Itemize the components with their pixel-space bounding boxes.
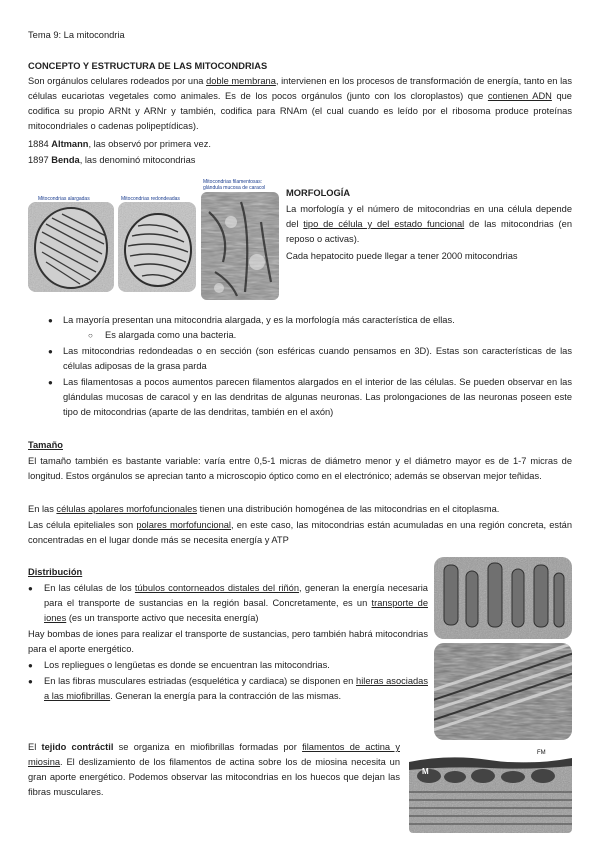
- hepatocito-note: Cada hepatocito puede llegar a tener 2000 mitocondrias: [286, 251, 518, 261]
- history-line-1: 1884 Altmann, las observó por primera vez.: [28, 139, 211, 149]
- section-title-morfologia: MORFOLOGÍA: [286, 188, 351, 198]
- micrograph-round-image: [118, 202, 196, 292]
- underlined-term: transporte de iones: [44, 598, 428, 623]
- list-item: ● Las filamentosas a pocos aumentos parecen filamentos alargados en el interior de las células. Se pueden observar en las glándulas mucosas de caracol y en las dendritas de algunas neuronas. Las prolongaciones de las neuronas poseen este tipo de mitocondrias (aparte de las dendritas, también en el axón): [48, 377, 572, 417]
- underlined-term: polares morfofuncional: [136, 520, 231, 530]
- underlined-term: células apolares morfofuncionales: [56, 504, 197, 514]
- caption-elongated: Mitocondrias alargadas: [38, 196, 90, 202]
- history-line-2: 1897 Benda, las denominó mitocondrias: [28, 155, 196, 165]
- tamano-paragraph-2: En las células apolares morfofuncionales tienen una distribución homogénea de las mitocondrias en el citoplasma.: [28, 504, 500, 514]
- section-title-concepto: CONCEPTO Y ESTRUCTURA DE LAS MITOCONDRIAS: [28, 61, 268, 71]
- section-title-tamano: Tamaño: [28, 440, 63, 450]
- circle-bullet-icon: ○: [88, 331, 93, 340]
- micrograph-filamentous-image: [201, 192, 279, 300]
- list-item: ● Las mitocondrias redondeadas o en sección (son esféricas cuando pensamos en 3D). Estas son características de las células adiposas de la grasa parda: [48, 346, 572, 371]
- micrograph-contractile-image: [409, 748, 572, 833]
- underlined-term: contienen ADN: [487, 91, 552, 101]
- label-fm: FM: [537, 750, 546, 756]
- distribucion-block: [28, 581, 428, 704]
- sub-list-item: ○ Es alargada como una bacteria.: [0, 328, 572, 343]
- list-item: ● La mayoría presentan una mitocondria alargada, y es la morfología más característica de ellas.: [0, 313, 572, 328]
- underlined-term: doble membrana: [206, 76, 276, 86]
- underlined-term: filamentos de actina y miosina: [28, 742, 400, 767]
- micrograph-elongated-image: [28, 202, 114, 292]
- concepto-paragraph: Son orgánulos celulares rodeados por una doble membrana, intervienen en los procesos de transformación de energía, tanto en las células eucariotas vegetales como animales. Es de los pocos orgánulos (junto con los cloroplastos) que contienen ADN que codifica su propio ARNt y ARNr y también, codifica para RNAm (el cual cuando es leído por el ribosoma produce proteínas mitocondriales o cadenas polipeptídicas).: [28, 76, 572, 131]
- distribucion-paragraph: Hay bombas de iones para realizar el transporte de sustancias, pero también habrá mitocondrias para el aporte energético.: [28, 629, 428, 654]
- label-m: M: [422, 767, 429, 776]
- tamano-paragraph-1: El tamaño también es bastante variable: varía entre 0,5-1 micras de diámetro menor y el diámetro mayor es de 1-7 micras de longitud. Estos orgánulos se aprecian tanto a microscopio óptico como en el electrónico; además se observan mejor teñidas.: [28, 456, 572, 481]
- page-header: Tema 9: La mitocondria: [28, 30, 125, 40]
- micrograph-muscle-image: [434, 643, 572, 740]
- underlined-term: hileras asociadas a las miofibrillas: [44, 676, 428, 701]
- section-title-distribucion: Distribución: [28, 567, 83, 577]
- tejido-paragraph: El tejido contráctil se organiza en miofibrillas formadas por filamentos de actina y miosina. El deslizamiento de los filamentos de actina sobre los de miosina necesita un gran aporte energético. Podemos observar las mitocondrias en los huecos que dejan las fibras musculares.: [28, 742, 400, 797]
- tamano-paragraph-3: Las célula epiteliales son polares morfofuncional, en este caso, las mitocondrias están acumuladas en una región concreta, están concentradas en el lugar donde más se necesita energía y ATP: [28, 520, 572, 545]
- underlined-term: tipo de célula y del estado funcional: [303, 219, 465, 229]
- bullet-icon: ●: [28, 677, 33, 686]
- bullet-icon: ●: [28, 584, 33, 593]
- morfologia-list: [0, 313, 572, 420]
- bullet-icon: ●: [48, 347, 53, 356]
- list-item: ● En las células de los túbulos contorneados distales del riñón, generan la energía necesaria para el transporte de sustancias en la región basal. Concretamente, es un transporte de iones (es un transporte activo que necesita energía): [28, 583, 428, 623]
- caption-round: Mitocondrias redondeadas: [121, 196, 180, 202]
- caption-filamentous: Mitocondrias filamentosas: glándula mucosa de caracol: [203, 179, 266, 191]
- morfologia-paragraph: La morfología y el número de mitocondrias en una célula depende del tipo de célula y del estado funcional de las mitocondrias (en reposo o activas).: [286, 204, 572, 244]
- underlined-term: túbulos contorneados distales del riñón: [134, 583, 300, 593]
- list-item: ● En las fibras musculares estriadas (esquelética y cardiaca) se disponen en hileras asociadas a las miofibrillas. Generan la energía para la contracción de las mismas.: [28, 676, 428, 701]
- bullet-icon: ●: [48, 316, 53, 325]
- bullet-icon: ●: [28, 661, 33, 670]
- list-item: ● Los repliegues o lengüetas es donde se encuentran las mitocondrias.: [28, 658, 428, 673]
- micrograph-kidney-image: [434, 557, 572, 639]
- bullet-icon: ●: [48, 378, 53, 387]
